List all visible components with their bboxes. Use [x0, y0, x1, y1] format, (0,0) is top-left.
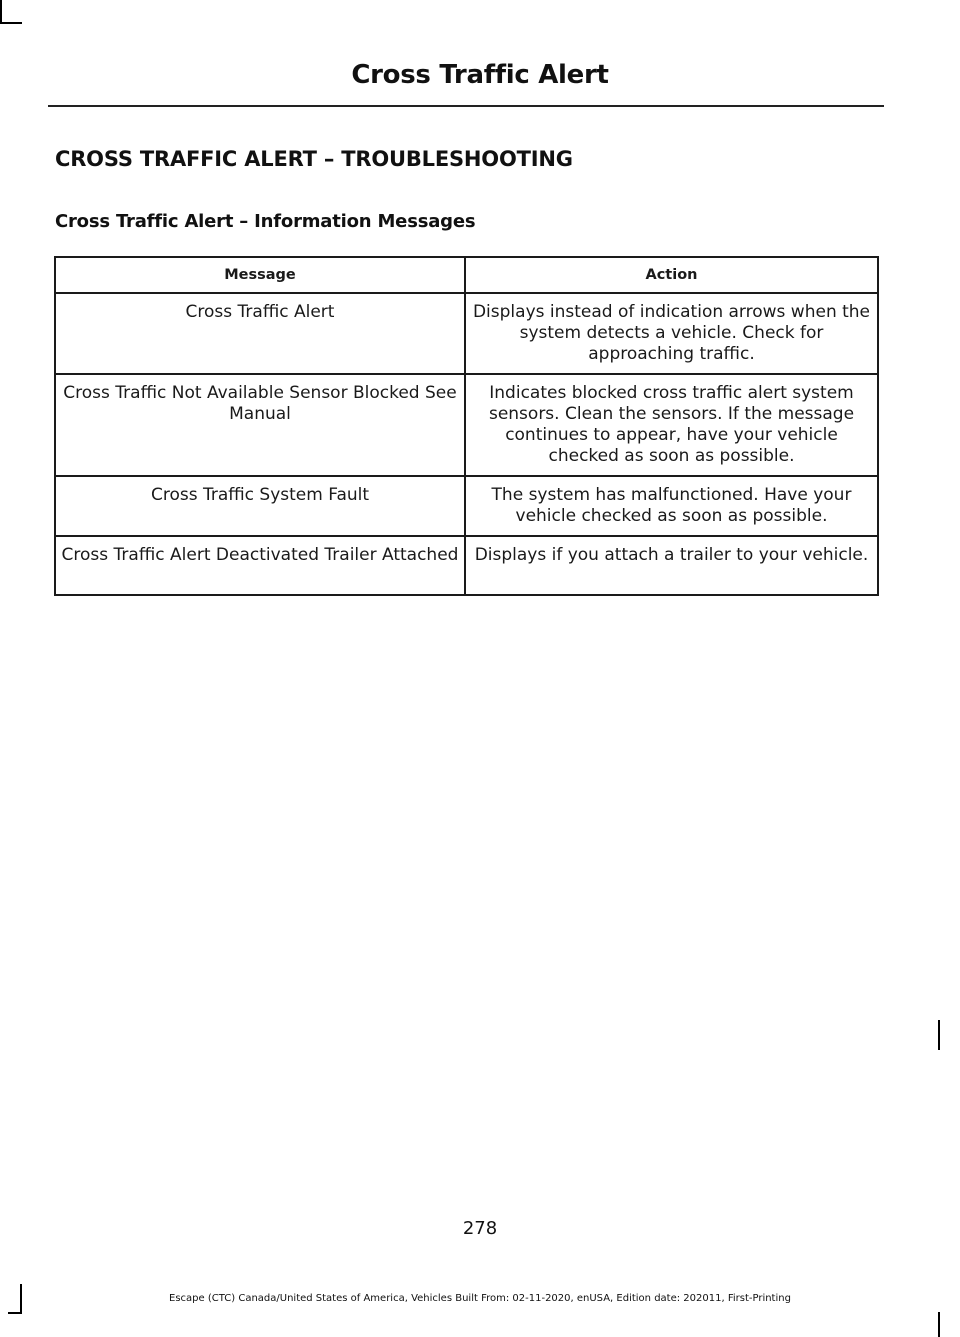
- column-header-message: Message: [55, 257, 465, 293]
- page-number: 278: [462, 1218, 498, 1239]
- table-header-row: [55, 257, 878, 293]
- message-cell: Cross Traffic Not Available Sensor Blocked See Manual: [55, 374, 465, 476]
- information-messages-table: [54, 256, 879, 596]
- footer-edition-text: Escape (CTC) Canada/United States of America, Vehicles Built From: 02-11-2020, enUSA, Edition date: 202011, First-Printing: [169, 1293, 791, 1304]
- table-row: [55, 476, 878, 536]
- message-cell: Cross Traffic Alert Deactivated Trailer Attached: [55, 536, 465, 595]
- action-cell: Indicates blocked cross traffic alert system sensors. Clean the sensors. If the message continues to appear, have your vehicle checked as soon as possible.: [465, 374, 878, 476]
- action-cell: The system has malfunctioned. Have your vehicle checked as soon as possible.: [465, 476, 878, 536]
- section-subheading: Cross Traffic Alert – Information Messages: [55, 211, 476, 232]
- message-cell: Cross Traffic Alert: [55, 293, 465, 374]
- table-row: [55, 374, 878, 476]
- header-divider: [48, 105, 884, 107]
- crop-mark-top-left: [0, 0, 2, 24]
- crop-mark-bottom-right: [938, 1312, 940, 1337]
- crop-mark-right-mid: [938, 1020, 940, 1050]
- action-cell: Displays instead of indication arrows when the system detects a vehicle. Check for approaching traffic.: [465, 293, 878, 374]
- action-cell: Displays if you attach a trailer to your vehicle.: [465, 536, 878, 595]
- table-row: [55, 293, 878, 374]
- message-cell: Cross Traffic System Fault: [55, 476, 465, 536]
- crop-mark-top-left-h: [0, 22, 22, 24]
- table-row: [55, 536, 878, 595]
- page-header-title: Cross Traffic Alert: [351, 60, 609, 90]
- column-header-action: Action: [465, 257, 878, 293]
- section-heading: CROSS TRAFFIC ALERT – TROUBLESHOOTING: [55, 147, 573, 171]
